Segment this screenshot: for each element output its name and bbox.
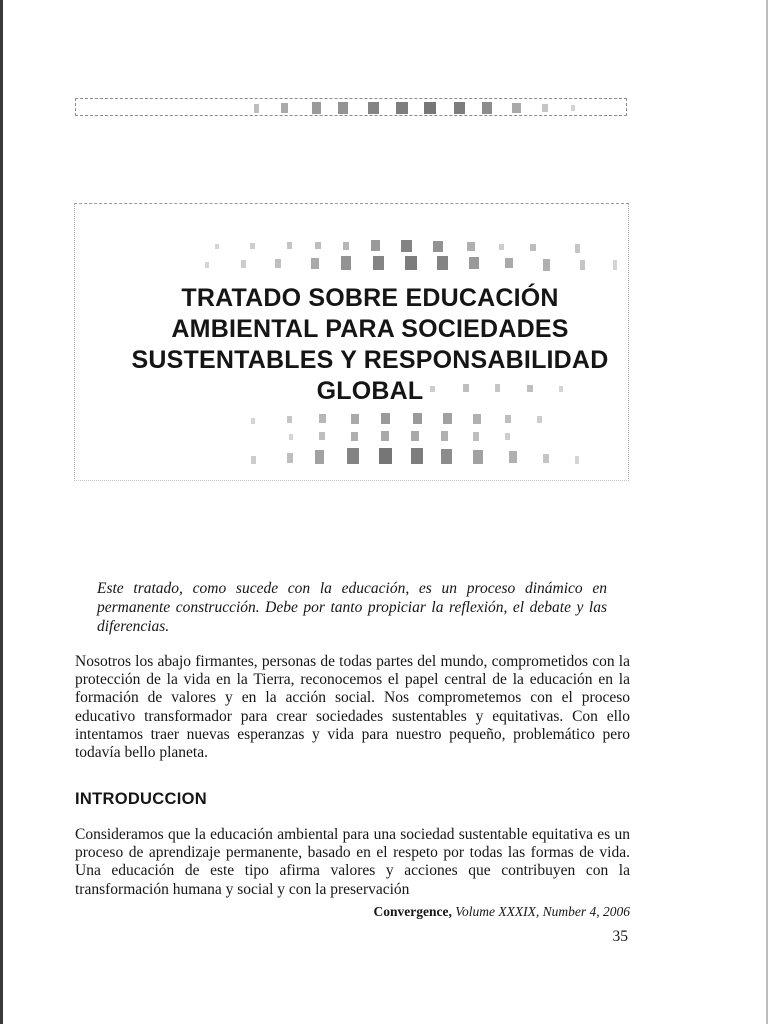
section-paragraph: Consideramos que la educación ambiental para una sociedad sustentable equitativa es un proceso de aprendizaje permanente, basado en el respeto por todas las formas de vida. Una educación de este tipo afirma valores y acciones que contribuyen con la transformación humana y social y con la preservación [75, 826, 630, 898]
citation-footer [374, 904, 630, 920]
header-band-texture [76, 99, 627, 116]
decorative-header-band [75, 98, 627, 116]
intro-paragraph: Nosotros los abajo firmantes, personas de todas partes del mundo, comprometidos con la protección de la vida en la Tierra, reconocemos el papel central de la educación en la formación de valores y en la acción social. Nos comprometemos con el proceso educativo transformador para crear sociedades sustentables y equitativas. Con ello intentamos traer nuevas esperanzas y vida para nuestro pequeño, problemático pero todavía bello planeta. [75, 653, 630, 762]
title-line: GLOBAL [316, 377, 424, 405]
page-number: 35 [612, 928, 628, 945]
document-title [60, 283, 680, 407]
title-line: AMBIENTAL PARA SOCIEDADES [171, 315, 569, 343]
epigraph: Este tratado, como sucede con la educación, es un proceso dinámico en permanente construcción. Debe por tanto propiciar la reflexión, el debate y las diferencias. [97, 580, 607, 635]
title-line: TRATADO SOBRE EDUCACIÓN [181, 284, 559, 312]
journal-name: Convergence, [373, 904, 452, 919]
title-line: SUSTENTABLES Y RESPONSABILIDAD [131, 346, 609, 374]
journal-issue: Volume XXXIX, Number 4, 2006 [455, 904, 630, 919]
scan-edge-left [0, 0, 3, 1024]
section-heading: INTRODUCCION [75, 790, 207, 808]
